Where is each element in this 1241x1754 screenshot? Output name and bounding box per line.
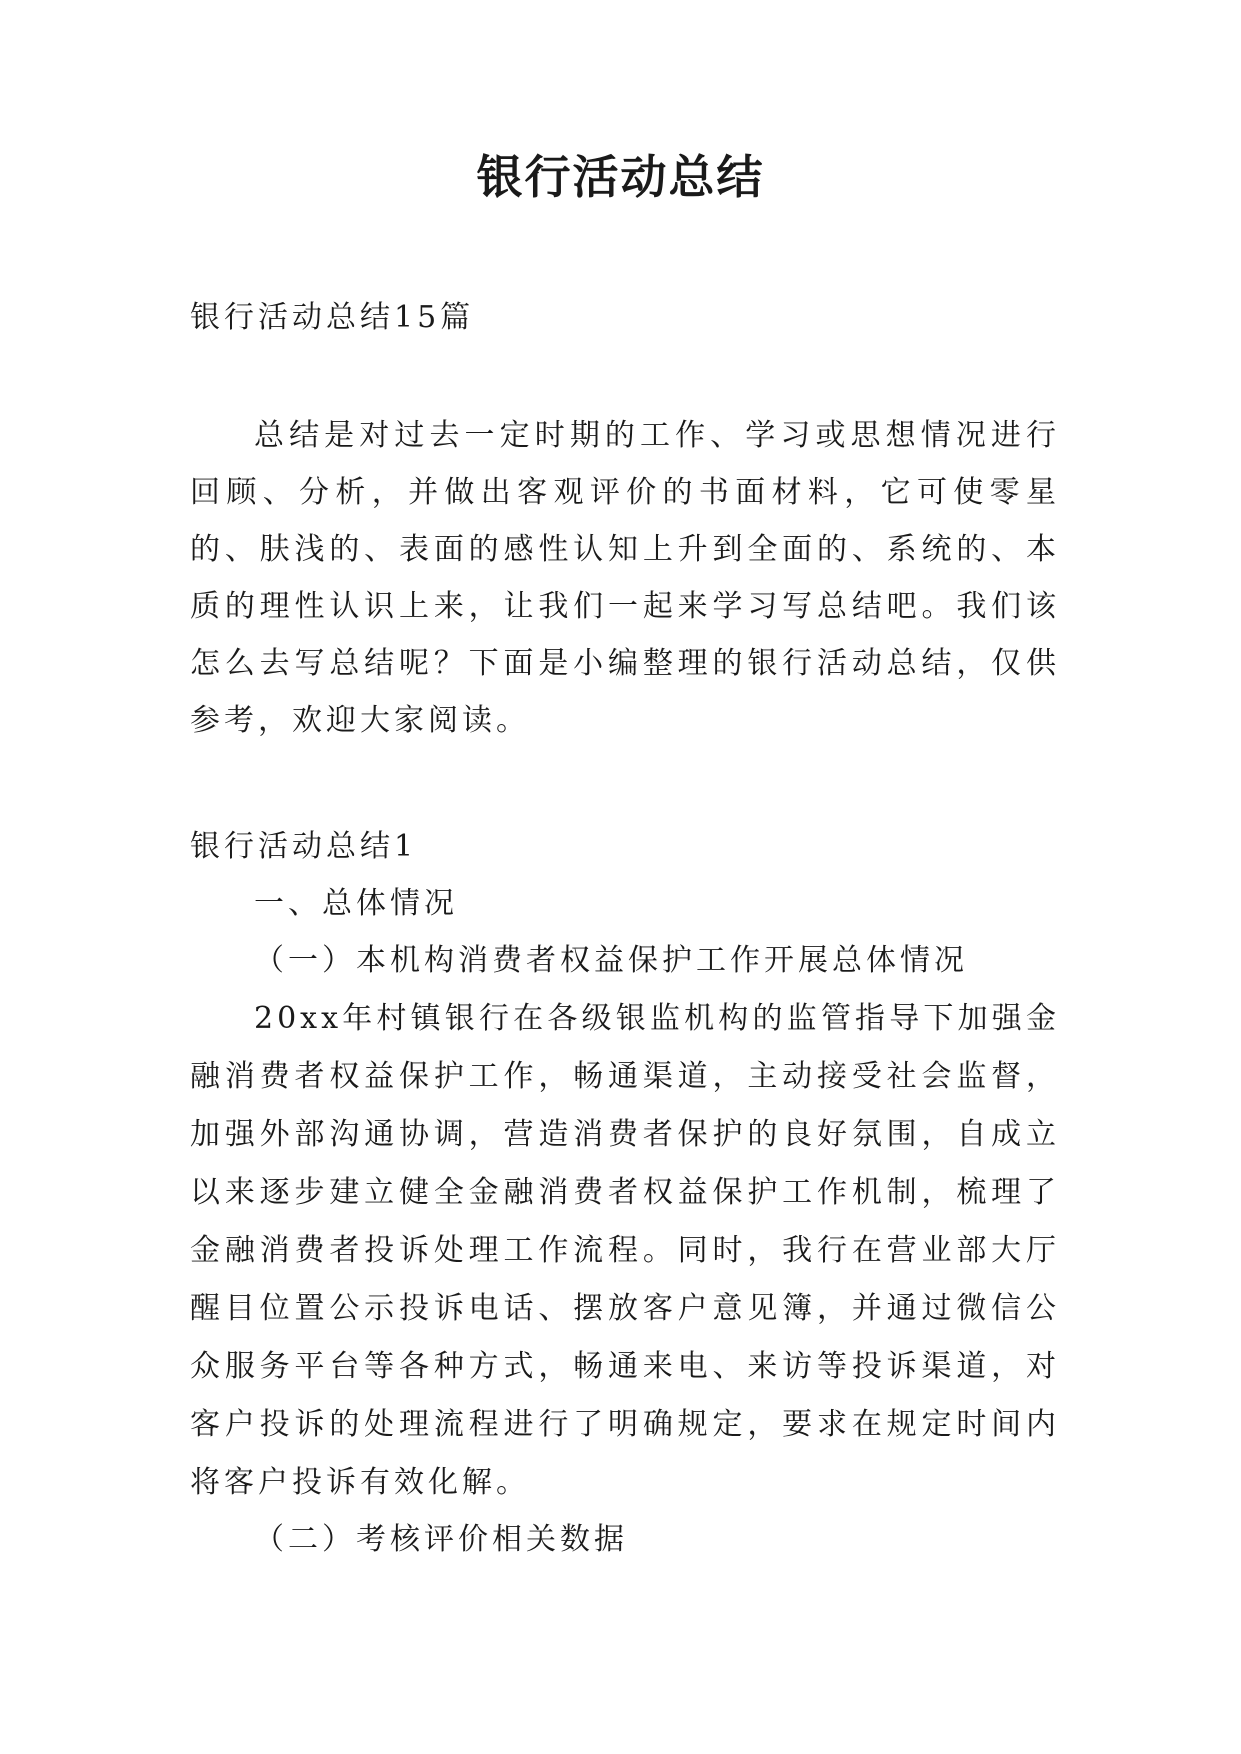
section-heading: 银行活动总结1 bbox=[190, 829, 418, 864]
sub-heading-1: （一）本机构消费者权益保护工作开展总体情况 bbox=[254, 943, 968, 978]
intro-paragraph: 总结是对过去一定时期的工作、学习或思想情况进行回顾、分析，并做出客观评价的书面材料，它可使零星的、肤浅的、表面的感性认知上升到全面的、系统的、本质的理性认识上来，让我们一起来学习写总结吧。我们该怎么去写总结呢？下面是小编整理的银行活动总结，仅供参考，欢迎大家阅读。 bbox=[190, 418, 1060, 738]
part-heading: 一、总体情况 bbox=[254, 886, 458, 921]
sub-heading-2: （二）考核评价相关数据 bbox=[254, 1522, 628, 1557]
document-subtitle: 银行活动总结15篇 bbox=[190, 300, 475, 335]
body-paragraph-1: 20xx年村镇银行在各级银监机构的监管指导下加强金融消费者权益保护工作，畅通渠道，主动接受社会监督，加强外部沟通协调，营造消费者保护的良好氛围，自成立以来逐步建立健全金融消费者权益保护工作机制，梳理了金融消费者投诉处理工作流程。同时，我行在营业部大厅醒目位置公示投诉电话、摆放客户意见簿，并通过微信公众服务平台等各种方式，畅通来电、来访等投诉渠道，对客户投诉的处理流程进行了明确规定，要求在规定时间内将客户投诉有效化解。 bbox=[190, 1001, 1060, 1500]
document-title: 银行活动总结 bbox=[476, 150, 765, 204]
